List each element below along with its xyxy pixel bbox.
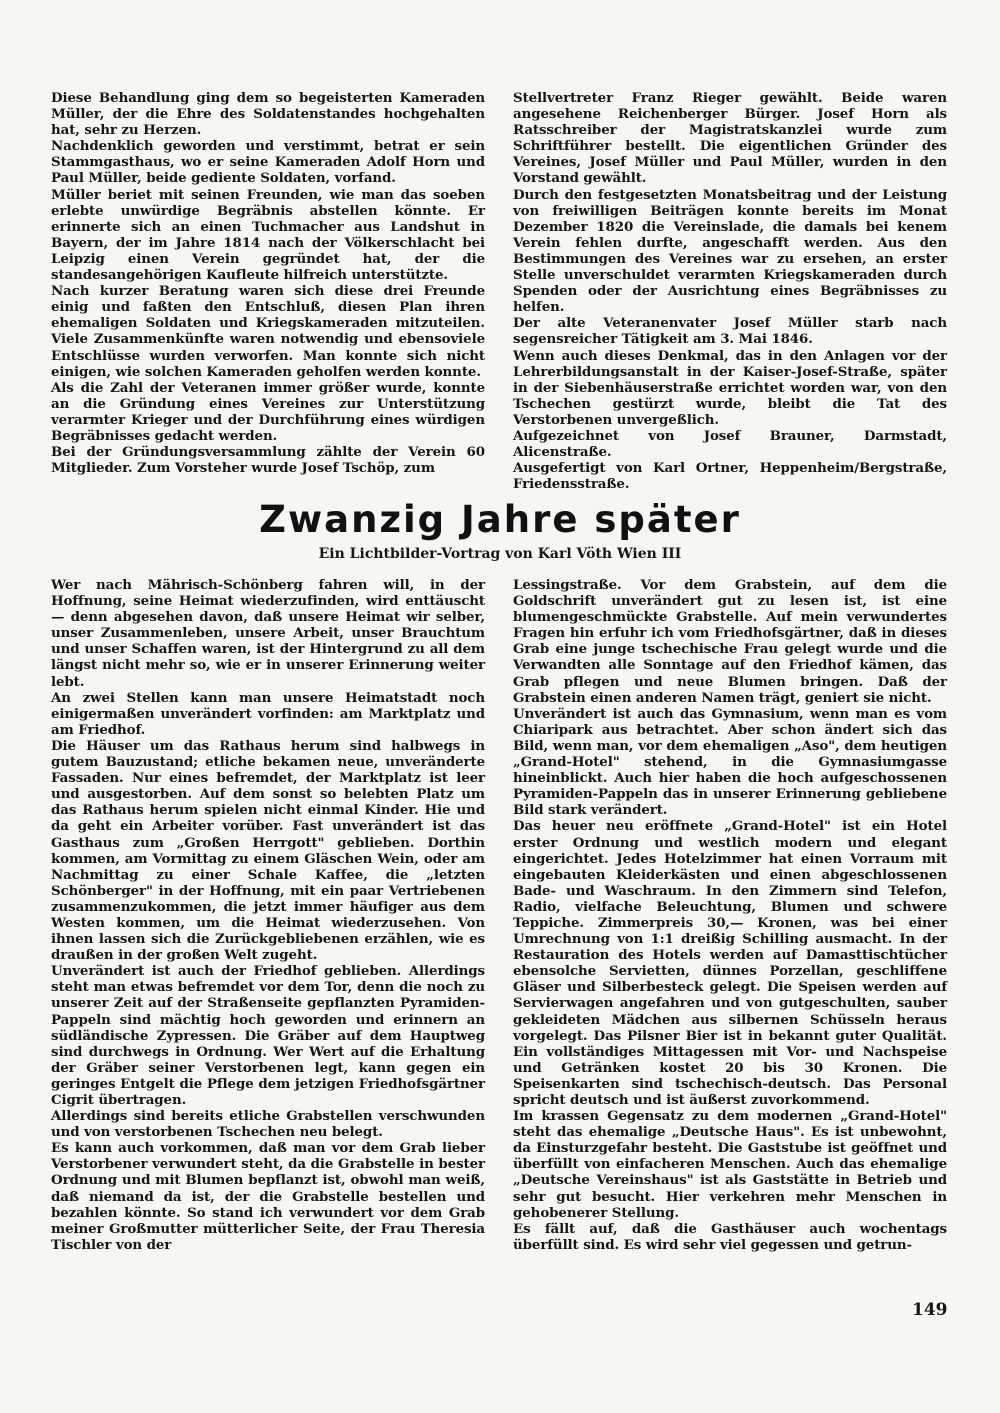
- paragraph: Bei der Gründungsversammlung zählte der Verein 60 Mitglieder. Zum Vorsteher wurde Josef Tschöp, zum: [51, 444, 485, 477]
- article-subtitle: Ein Lichtbilder-Vortrag von Karl Vöth Wien III: [318, 546, 682, 562]
- paragraph: Stellvertreter Franz Rieger gewählt. Beide waren angesehene Reichenberger Bürger. Josef Horn als Ratsschreiber der Magistratskanzlei wurde zum Schriftführer bestellt. Die eigentlichen Gründer des Vereines, Josef Müller und Paul Müller, wurden in den Vorstand gewählt.: [513, 90, 947, 187]
- article-headline: Zwanzig Jahre später: [259, 498, 741, 541]
- paragraph: Ausgefertigt von Karl Ortner, Heppenheim/Bergstraße, Friedensstraße.: [513, 460, 947, 493]
- article2-right-column: [513, 577, 947, 1253]
- page-number: 149: [912, 1300, 948, 1320]
- paragraph: Es kann auch vorkommen, daß man vor dem Grab lieber Verstorbener verwundert steht, da die Grabstelle in bester Ordnung und mit Blumen bepflanzt ist, obwohl man weiß, daß niemand da ist, der die Grabstelle bestellen und bezahlen könnte. So stand ich verwundert vor dem Grab meiner Großmutter mütterlicher Seite, der Frau Theresia Tischler von der: [51, 1140, 485, 1253]
- paragraph: Wenn auch dieses Denkmal, das in den Anlagen vor der Lehrerbildungsanstalt in der Kaiser-Josef-Straße, später in der Siebenhäuserstraße errichtet worden war, von den Tschechen gestürzt wurde, bleibt die Tat des Verstorbenen unvergeßlich.: [513, 347, 947, 428]
- paragraph: Das heuer neu eröffnete „Grand-Hotel" ist ein Hotel erster Ordnung und westlich modern und elegant eingerichtet. Jedes Hotelzimmer hat einen Vorraum mit eingebauten Kleiderkästen und einen abgeschlossenen Bade- und Waschraum. In den Zimmern sind Telefon, Radio, vielfache Beleuchtung, Blumen und schwere Teppiche. Zimmerpreis 30,— Kronen, was bei einer Umrechnung von 1:1 dreißig Schilling ausmacht. In der Restauration des Hotels werden auf Damasttischtücher ebensolche Servietten, dünnes Porzellan, geschliffene Gläser und Silberbesteck gelegt. Die Speisen werden auf Servierwagen angefahren und von gutgeschulten, sauber gekleideten Mädchen aus silbernen Schüsseln heraus vorgelegt. Das Pilsner Bier ist in bekannt guter Qualität. Ein vollständiges Mittagessen mit Vor- und Nachspeise und Getränken kostet 20 bis 30 Kronen. Die Speisenkarten sind tschechisch-deutsch. Das Personal spricht deutsch und ist äußerst zuvorkommend.: [513, 818, 947, 1108]
- paragraph: Nachdenklich geworden und verstimmt, betrat er sein Stammgasthaus, wo er seine Kameraden Adolf Horn und Paul Müller, beide gediente Soldaten, vorfand.: [51, 138, 485, 187]
- paragraph: Wer nach Mährisch-Schönberg fahren will, in der Hoffnung, seine Heimat wiederzufinden, wird enttäuscht — denn abgesehen davon, daß unsere Heimat wir selber, unser Zusammenleben, unsere Arbeit, unser Brauchtum und unser Schaffen waren, ist der Hintergrund zu all dem längst nicht mehr so, wie er in unserer Erinnerung weiter lebt.: [51, 577, 485, 690]
- paragraph: Aufgezeichnet von Josef Brauner, Darmstadt, Alicenstraße.: [513, 427, 947, 461]
- paragraph: Unverändert ist auch der Friedhof geblieben. Allerdings steht man etwas befremdet vor dem Tor, denn die noch zu unserer Zeit auf der Straßenseite gepflanzten Pyramiden-Pappeln sind mächtig hoch geworden und erinnern an südländische Zypressen. Die Gräber auf dem Hauptweg sind durchwegs in Ordnung. Wer Wert auf die Erhaltung der Gräber seiner Verstorbenen legt, kann gegen ein geringes Entgelt die Pflege dem jetzigen Friedhofsgärtner Cigrit übertragen.: [51, 963, 485, 1108]
- paragraph: Allerdings sind bereits etliche Grabstellen verschwunden und von verstorbenen Tschechen neu belegt.: [51, 1108, 485, 1141]
- paragraph: Es fällt auf, daß die Gasthäuser auch wochentags überfüllt sind. Es wird sehr viel gegessen und getrun-: [513, 1220, 947, 1253]
- article1-right-column: [513, 90, 947, 492]
- paragraph: Im krassen Gegensatz zu dem modernen „Grand-Hotel" steht das ehemalige „Deutsche Haus". Es ist unbewohnt, da Einsturzgefahr besteht. Die Gaststube ist geöffnet und überfüllt von einfacheren Menschen. Auch das ehemalige „Deutsche Vereinshaus" ist als Gaststätte in Betrieb und sehr gut besucht. Hier verkehren mehr Menschen in gehobenerer Stellung.: [513, 1108, 947, 1221]
- paragraph: Durch den festgesetzten Monatsbeitrag und der Leistung von freiwilligen Beiträgen konnte bereits im Monat Dezember 1820 die Vereinslade, die damals bei kenem Verein fehlen durfte, angeschafft werden. Aus den Bestimmungen des Vereines war zu ersehen, an erster Stelle unverschuldet verarmten Kriegskameraden durch Spenden oder der Ausrichtung eines Begräbnisses zu helfen.: [513, 186, 947, 316]
- paragraph: Nach kurzer Beratung waren sich diese drei Freunde einig und faßten den Entschluß, diesen Plan ihren ehemaligen Soldaten und Kriegskameraden mitzuteilen. Viele Zusammenkünfte waren notwendig und ebensoviele Entschlüsse wurden verworfen. Man konnte sich nicht einigen, wie solchen Kameraden geholfen werden konnte.: [51, 283, 485, 380]
- paragraph: Lessingstraße. Vor dem Grabstein, auf dem die Goldschrift unverändert gut zu lesen ist, ist eine blumengeschmückte Grabstelle. Auf mein verwundertes Fragen hin erfuhr ich vom Friedhofsgärtner, daß in dieses Grab eine junge tschechische Frau gelegt wurde und die Verwandten alle Sonntage auf den Friedhof kämen, das Grab pflegen und neue Blumen bringen. Daß der Grabstein einen anderen Namen trägt, geniert sie nicht.: [513, 577, 947, 706]
- paragraph: Die Häuser um das Rathaus herum sind halbwegs in gutem Bauzustand; etliche bekamen neue, unveränderte Fassaden. Nur eines befremdet, der Marktplatz ist leer und ausgestorben. Auf dem sonst so belebten Platz um das Rathaus herum spielen nicht einmal Kinder. Hie und da geht ein Arbeiter vorüber. Fast unverändert ist das Gasthaus zum „Großen Herrgott" geblieben. Dorthin kommen, am Vormittag zu einem Gläschen Wein, oder am Nachmittag zu einer Schale Kaffee, die „letzten Schönberger" in der Hoffnung, mit ein paar Vertriebenen zusammenzukommen, die jetzt immer häufiger aus dem Westen kommen, um die Heimat wiederzusehen. Von ihnen lassen sich die Zurückgebliebenen erzählen, wie es draußen in der großen Welt zugeht.: [51, 737, 485, 964]
- article1-left-column: [51, 90, 485, 476]
- paragraph: Unverändert ist auch das Gymnasium, wenn man es vom Chiaripark aus betrachtet. Aber schon ändert sich das Bild, wenn man, vor dem ehemaligen „Aso", dem heutigen „Grand-Hotel" stehend, in die Gymnasiumgasse hineinblickt. Auch hier haben die hoch aufgeschossenen Pyramiden-Pappeln das in unserer Erinnerung gebliebene Bild stark verändert.: [513, 705, 947, 819]
- paragraph: Der alte Veteranenvater Josef Müller starb nach segensreicher Tätigkeit am 3. Mai 1846.: [513, 315, 947, 348]
- article2-left-column: [51, 577, 485, 1253]
- paragraph: Als die Zahl der Veteranen immer größer wurde, konnte an die Gründung eines Vereines zur Unterstützung verarmter Krieger und der Durchführung eines würdigen Begräbnisses gedacht werden.: [51, 379, 485, 444]
- paragraph: Müller beriet mit seinen Freunden, wie man das soeben erlebte unwürdige Begräbnis abstellen könnte. Er erinnerte sich an einen Tuchmacher aus Landshut in Bayern, der im Jahre 1814 nach der Völkerschlacht bei Leipzig einen Verein gegründet hat, der die standesangehörigen Kaufleute hilfreich unterstützte.: [51, 186, 485, 284]
- paragraph: Diese Behandlung ging dem so begeisterten Kameraden Müller, der die Ehre des Soldatenstandes hochgehalten hat, sehr zu Herzen.: [51, 90, 485, 139]
- paragraph: An zwei Stellen kann man unsere Heimatstadt noch einigermaßen unverändert vorfinden: am Marktplatz und am Friedhof.: [51, 689, 485, 738]
